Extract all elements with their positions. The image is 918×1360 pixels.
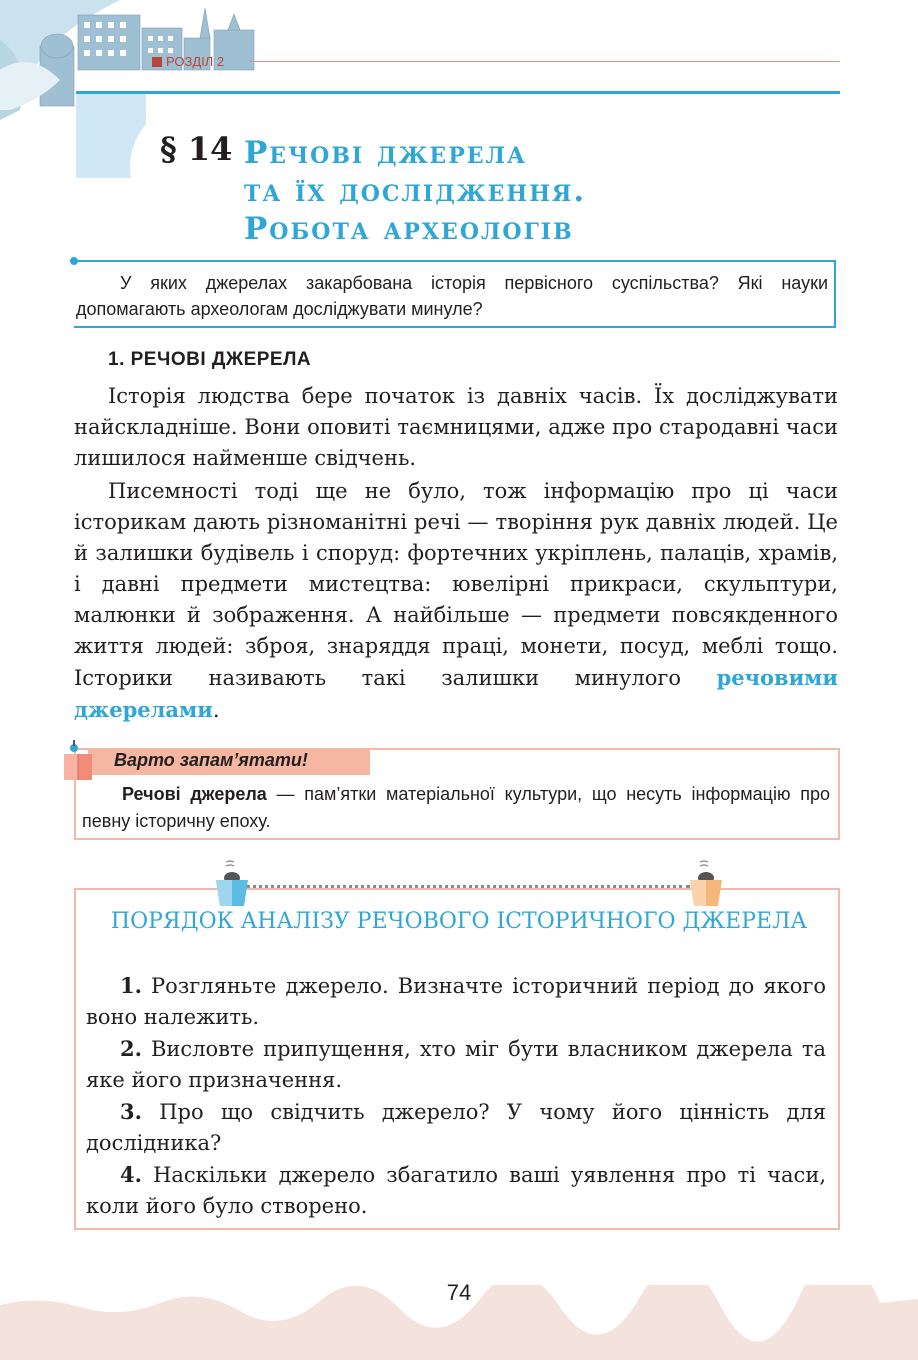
section-title-line: Речові джерела	[244, 135, 527, 171]
procedure-step	[86, 1033, 826, 1096]
step-number: 2.	[120, 1036, 142, 1061]
step-text: Наскільки джерело збагатило ваші уявлення про ті часи, коли його було створено.	[86, 1163, 826, 1218]
header-top-rule	[76, 91, 840, 94]
bucket-icon	[686, 858, 726, 908]
section-number: § 14	[160, 130, 233, 168]
procedure-step	[86, 970, 826, 1033]
procedure-step	[86, 1096, 826, 1159]
procedure-dotted-line	[246, 885, 690, 888]
chapter-marker-icon	[152, 57, 162, 67]
remember-term: Речові джерела	[122, 784, 267, 804]
section-title-line: Робота археологів	[244, 211, 574, 247]
step-number: 4.	[120, 1162, 142, 1187]
procedure-steps	[86, 970, 826, 1222]
bullet-dot-icon	[70, 257, 78, 265]
procedure-title: ПОРЯДОК АНАЛІЗУ РЕЧОВОГО ІСТОРИЧНОГО ДЖЕРЕЛА	[110, 909, 808, 934]
intro-question: У яких джерелах закарбована історія первісного суспільства? Які науки допомагають археологам досліджувати минуле?	[76, 273, 828, 319]
chapter-divider	[250, 61, 840, 62]
step-number: 3.	[120, 1099, 142, 1124]
remember-definition-text: — пам’ятки матеріальної культури, що несуть інформацію про певну історичну епоху.	[82, 784, 830, 831]
subsection-heading: 1. РЕЧОВІ ДЖЕРЕЛА	[108, 349, 312, 370]
bucket-icon	[212, 858, 252, 908]
paragraph-text: Писемності тоді ще не було, тож інформацію про ці часи історикам дають різноманітні речі — творіння рук давніх людей. Це й залишки будівель і споруд: фортечних укріплень, палаців, храмів, і давні предмети мистецтва: ювелірні прикраси, скульптури, малюнки й зображення. А найбільше — предмети повсякденного життя людей: зброя, знаряддя праці, монети, посуд, меблі тощо. Історики називають такі залишки минулого	[74, 479, 838, 690]
remember-definition	[82, 781, 830, 835]
step-text: Висловте припущення, хто міг бути власником джерела та яке його призначення.	[86, 1037, 826, 1092]
section-title-line: та їх дослідження.	[244, 173, 587, 209]
chapter-label	[152, 54, 224, 69]
key-term: речовими джерелами	[74, 665, 838, 722]
paragraph-text: .	[212, 698, 220, 722]
step-number: 1.	[120, 973, 142, 998]
section-title	[244, 134, 834, 248]
chapter-label-text: РОЗДІЛ 2	[166, 54, 225, 69]
book-icon	[60, 740, 96, 784]
procedure-step	[86, 1159, 826, 1222]
page-number: 74	[446, 1280, 472, 1305]
step-text: Розгляньте джерело. Визначте історичний період до якого воно належить.	[86, 974, 826, 1029]
body-paragraph: Історія людства бере початок із давніх часів. Їх досліджувати найскладніше. Вони оповиті таємницями, адже про стародавні часи лишилося найменше свідчень.	[74, 384, 838, 470]
step-text: Про що свідчить джерело? У чому його цінність для дослідника?	[86, 1100, 826, 1155]
body-paragraph	[74, 476, 838, 726]
remember-title: Варто запам’ятати!	[114, 750, 308, 770]
